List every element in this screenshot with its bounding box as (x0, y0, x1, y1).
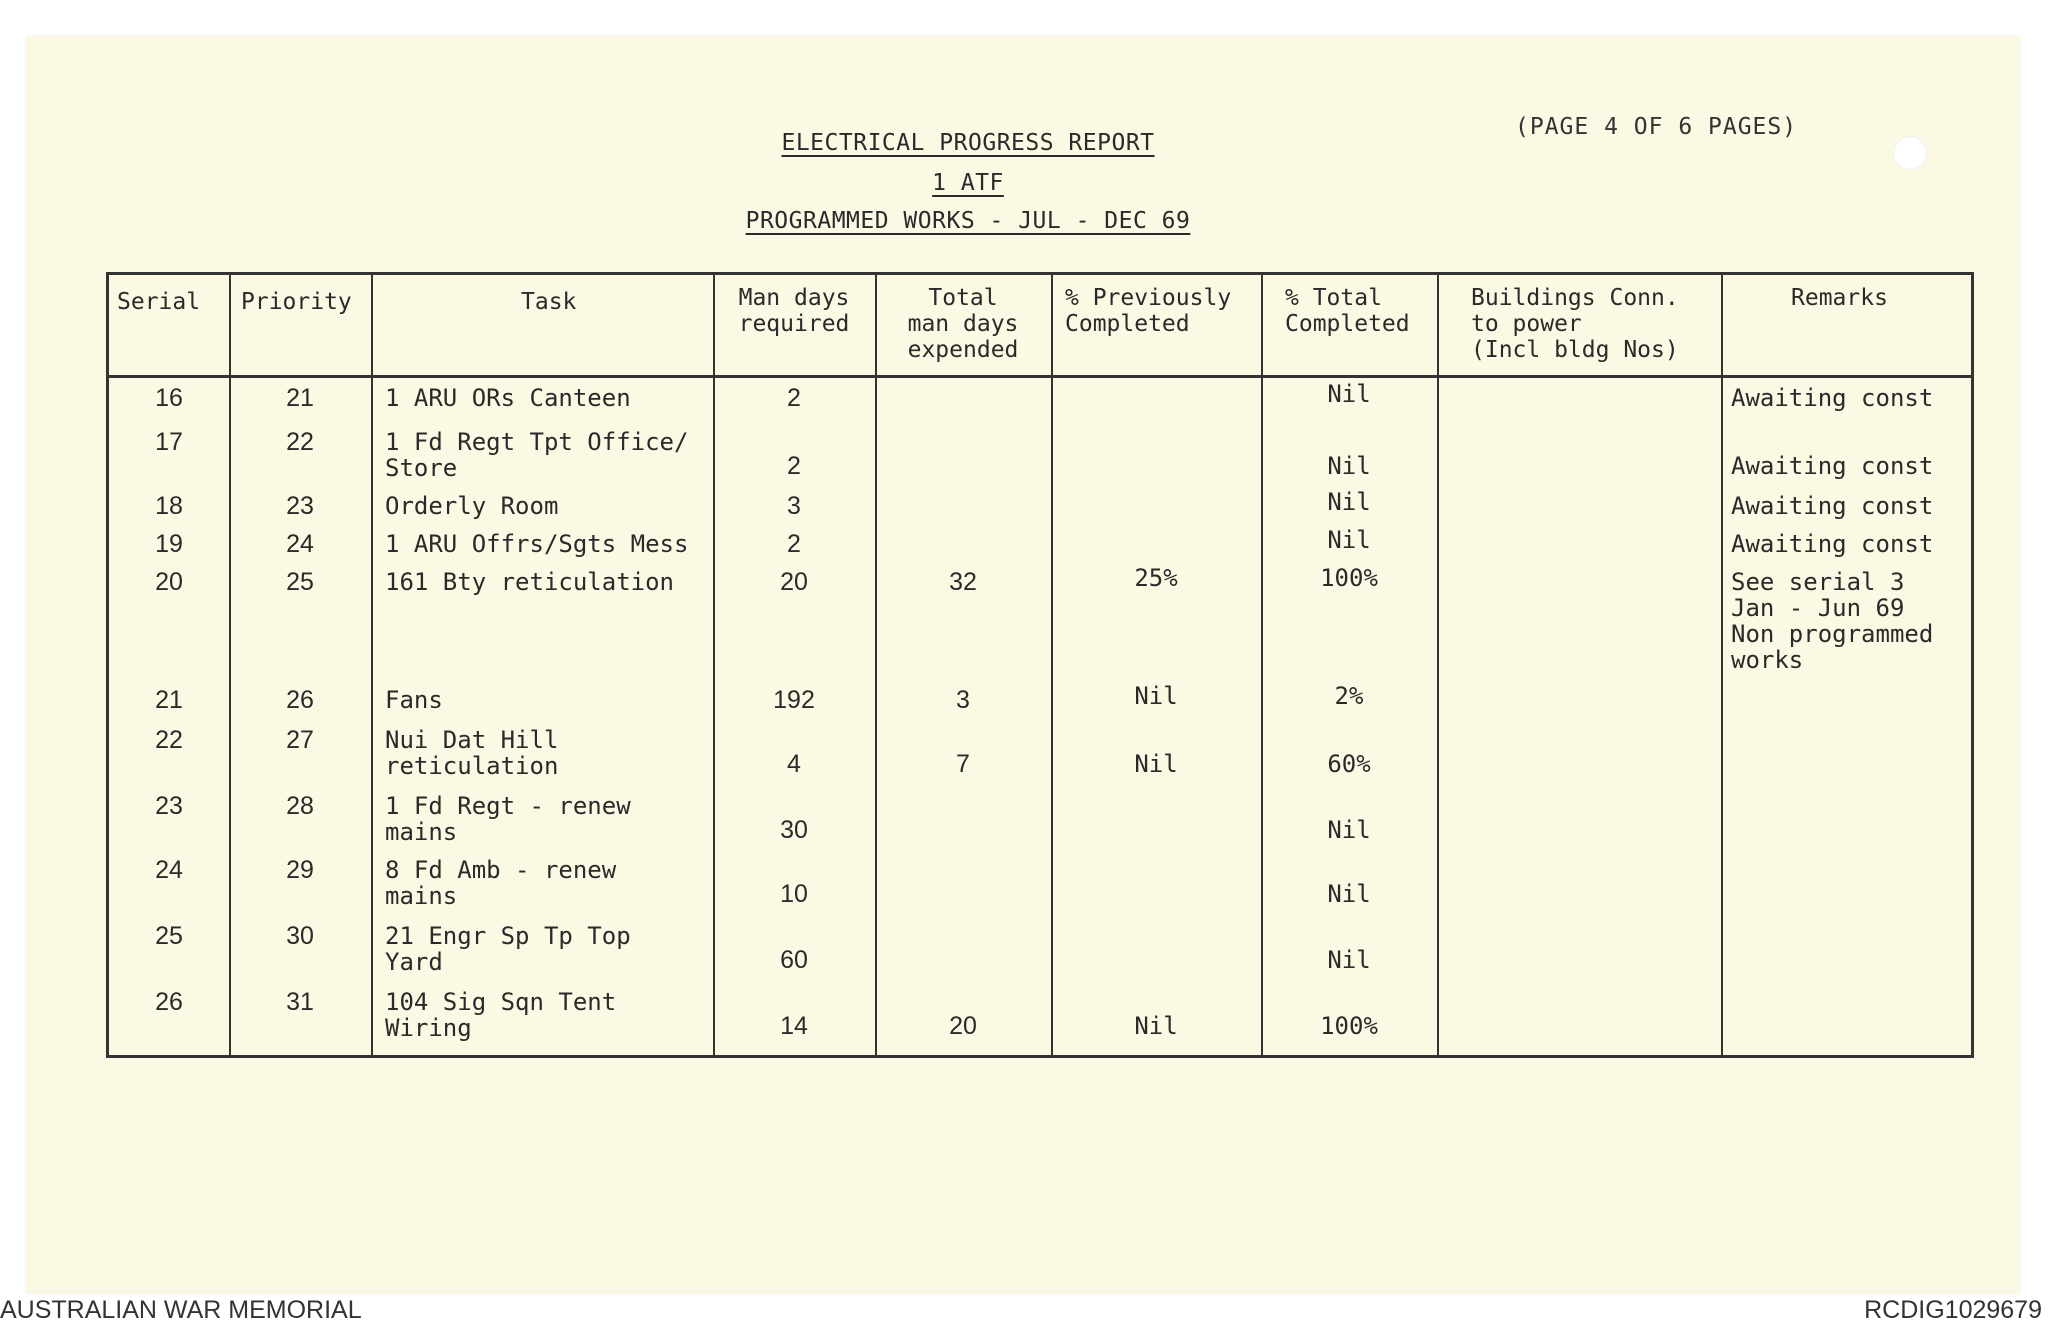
previously-completed-cell: 25% (1134, 564, 1178, 592)
total-completed-cell: 60% (1327, 750, 1371, 778)
task-cell: 1 ARU ORs Canteen (385, 384, 631, 412)
serial-cell: 23 (155, 792, 183, 820)
previously-completed-cell: Nil (1134, 1012, 1178, 1040)
man-days-cell: 2 (787, 530, 801, 558)
serial-cell: 17 (155, 428, 183, 456)
task-cell: 1 ARU Offrs/Sgts Mess (385, 530, 689, 558)
header-total-man-days-expended: Total man days expended (907, 285, 1019, 363)
header-pct-previously-completed: % Previously Completed (1065, 285, 1232, 337)
previously-completed-cell: Nil (1134, 682, 1178, 710)
priority-cell: 21 (286, 384, 314, 412)
total-completed-cell: Nil (1327, 526, 1371, 554)
expended-cell: 20 (949, 1012, 977, 1040)
remarks-cell: See serial 3 Jan - Jun 69 Non programmed works (1731, 568, 1934, 674)
report-unit (0, 170, 1992, 196)
footer-institution: AUSTRALIAN WAR MEMORIAL (0, 1296, 362, 1324)
total-completed-cell: 2% (1334, 682, 1364, 710)
total-completed-cell: Nil (1327, 452, 1371, 480)
report-subtitle-text: PROGRAMMED WORKS - JUL - DEC 69 (745, 208, 1191, 234)
priority-cell: 25 (286, 568, 314, 596)
priority-cell: 22 (286, 428, 314, 456)
task-cell: 1 Fd Regt - renew mains (385, 792, 631, 846)
column-divider (371, 275, 373, 1055)
remarks-cell: Awaiting const (1731, 452, 1934, 480)
expended-cell: 32 (949, 568, 977, 596)
report-subtitle (0, 208, 1992, 234)
header-buildings-connected: Buildings Conn. to power (Incl bldg Nos) (1471, 285, 1679, 363)
serial-cell: 16 (155, 384, 183, 412)
column-divider (1437, 275, 1439, 1055)
serial-cell: 18 (155, 492, 183, 520)
serial-cell: 22 (155, 726, 183, 754)
task-cell: 161 Bty reticulation (385, 568, 674, 596)
report-title (0, 130, 1992, 156)
priority-cell: 23 (286, 492, 314, 520)
priority-cell: 28 (286, 792, 314, 820)
header-rule (109, 375, 1971, 378)
man-days-cell: 10 (780, 880, 808, 908)
column-divider (1721, 275, 1723, 1055)
serial-cell: 19 (155, 530, 183, 558)
task-cell: Nui Dat Hill reticulation (385, 726, 559, 780)
man-days-cell: 4 (787, 750, 801, 778)
footer-record-id: RCDIG1029679 (1864, 1296, 2042, 1324)
header-priority: Priority (241, 289, 352, 315)
header-pct-total-completed: % Total Completed (1285, 285, 1410, 337)
man-days-cell: 20 (780, 568, 808, 596)
man-days-cell: 192 (773, 686, 815, 714)
expended-cell: 7 (956, 750, 970, 778)
header-serial: Serial (117, 289, 201, 315)
serial-cell: 20 (155, 568, 183, 596)
column-divider (875, 275, 877, 1055)
serial-cell: 21 (155, 686, 183, 714)
priority-cell: 31 (286, 988, 314, 1016)
total-completed-cell: 100% (1320, 564, 1378, 592)
man-days-cell: 2 (787, 452, 801, 480)
total-completed-cell: 100% (1320, 1012, 1378, 1040)
header-task: Task (521, 289, 577, 315)
total-completed-cell: Nil (1327, 816, 1371, 844)
priority-cell: 30 (286, 922, 314, 950)
progress-table (106, 272, 1974, 1058)
remarks-cell: Awaiting const (1731, 384, 1934, 412)
total-completed-cell: Nil (1327, 880, 1371, 908)
man-days-cell: 2 (787, 384, 801, 412)
remarks-cell: Awaiting const (1731, 492, 1934, 520)
priority-cell: 27 (286, 726, 314, 754)
task-cell: Orderly Room (385, 492, 559, 520)
report-unit-text: 1 ATF (932, 170, 1004, 196)
remarks-cell: Awaiting const (1731, 530, 1934, 558)
man-days-cell: 3 (787, 492, 801, 520)
serial-cell: 26 (155, 988, 183, 1016)
task-cell: Fans (385, 686, 443, 714)
header-man-days-required: Man days required (738, 285, 850, 337)
task-cell: 104 Sig Sqn Tent Wiring (385, 988, 617, 1042)
priority-cell: 24 (286, 530, 314, 558)
man-days-cell: 30 (780, 816, 808, 844)
previously-completed-cell: Nil (1134, 750, 1178, 778)
serial-cell: 24 (155, 856, 183, 884)
header-remarks: Remarks (1791, 285, 1888, 311)
report-title-text: ELECTRICAL PROGRESS REPORT (781, 130, 1155, 156)
total-completed-cell: Nil (1327, 946, 1371, 974)
serial-cell: 25 (155, 922, 183, 950)
task-cell: 21 Engr Sp Tp Top Yard (385, 922, 631, 976)
man-days-cell: 60 (780, 946, 808, 974)
task-cell: 8 Fd Amb - renew mains (385, 856, 617, 910)
priority-cell: 29 (286, 856, 314, 884)
expended-cell: 3 (956, 686, 970, 714)
total-completed-cell: Nil (1327, 380, 1371, 408)
task-cell: 1 Fd Regt Tpt Office/ Store (385, 428, 689, 482)
column-divider (1051, 275, 1053, 1055)
man-days-cell: 14 (780, 1012, 808, 1040)
priority-cell: 26 (286, 686, 314, 714)
total-completed-cell: Nil (1327, 488, 1371, 516)
page-number-note: (PAGE 4 OF 6 PAGES) (1515, 114, 1798, 140)
